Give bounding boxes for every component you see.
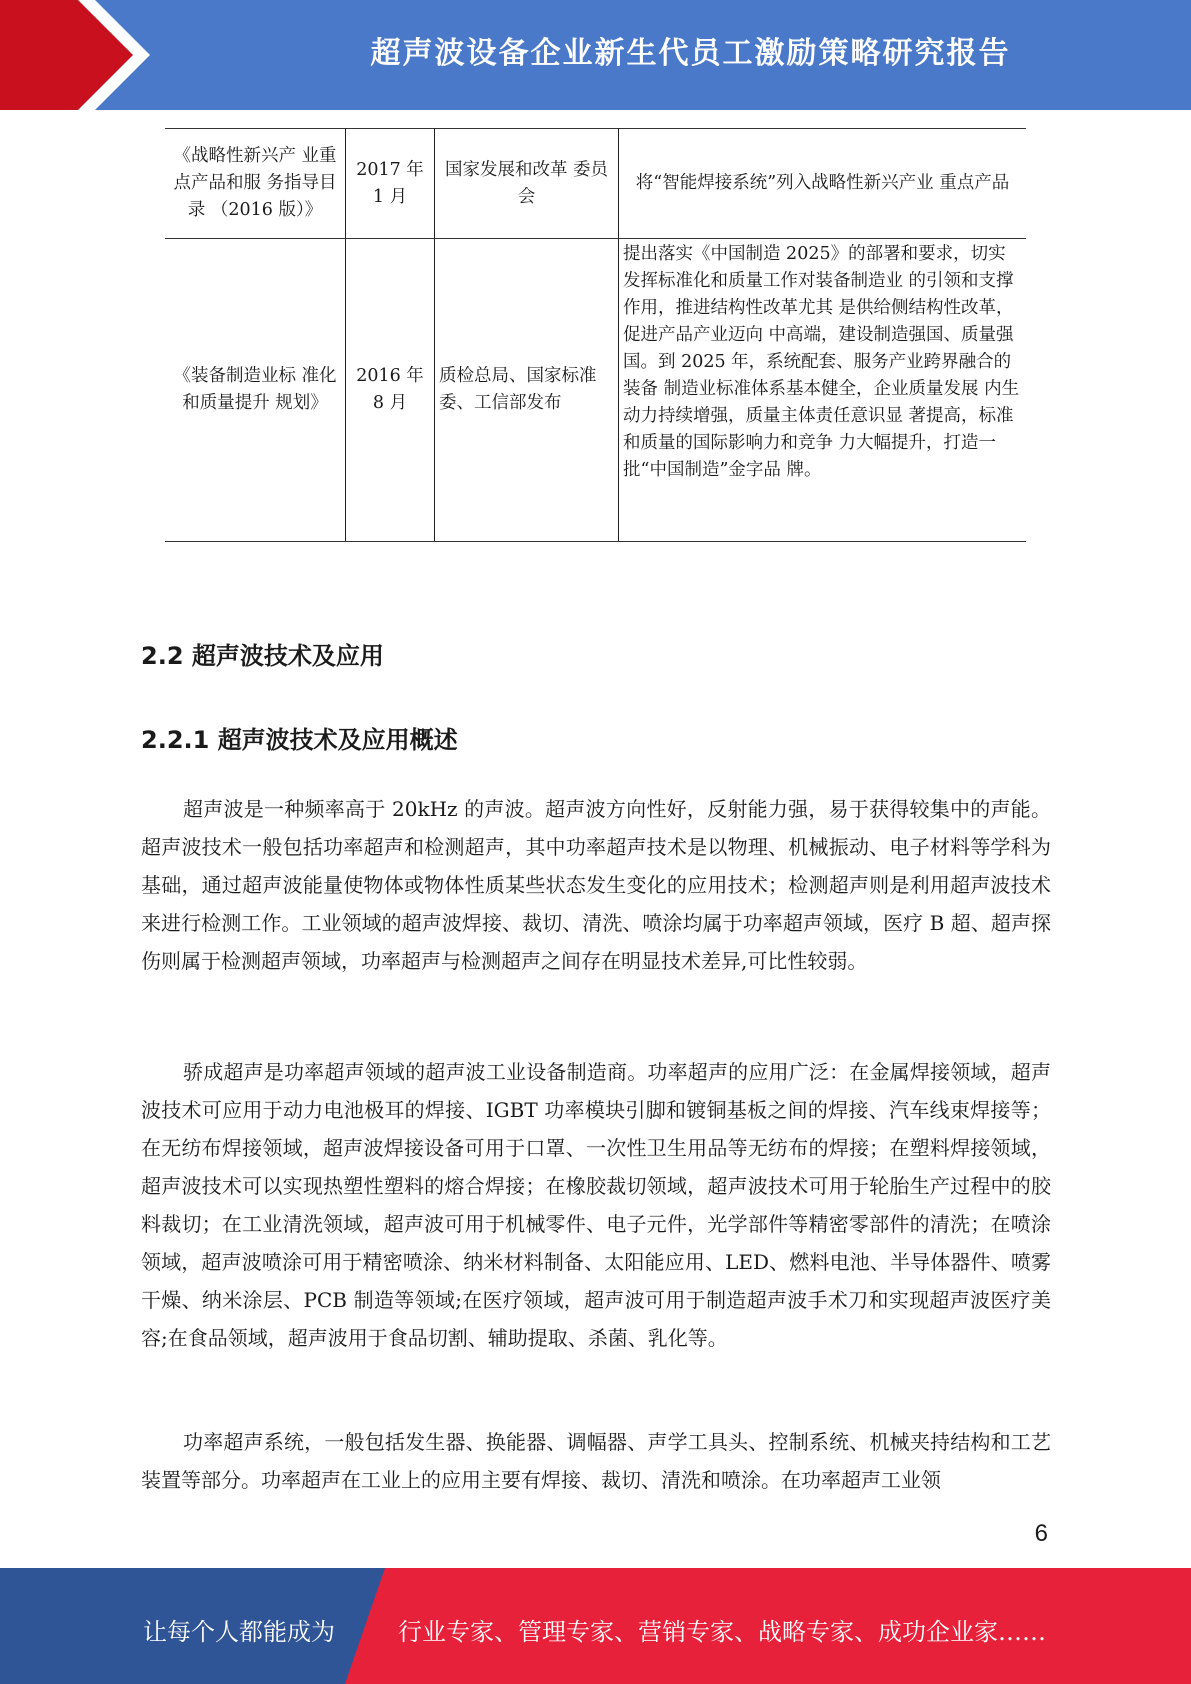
body-paragraph: 功率超声系统，一般包括发生器、换能器、调幅器、声学工具头、控制系统、机械夹持结构和工艺装置等部分。功率超声在工业上的应用主要有焊接、裁切、清洗和喷涂。在功率超声工业领	[141, 1430, 1051, 1492]
policy-table	[165, 128, 1026, 542]
page-number: 6	[1034, 1520, 1048, 1547]
header-title: 超声波设备企业新生代员工激励策略研究报告	[370, 36, 1011, 71]
policy-issuer-cell: 国家发展和改革 委员会	[435, 129, 619, 239]
policy-name-cell: 《装备制造业标 准化和质量提升 规划》	[165, 239, 346, 542]
policy-date-cell: 2017 年 1 月	[346, 129, 435, 239]
policy-issuer-cell: 质检总局、国家标准委、工信部发布	[435, 239, 619, 542]
footer-slogan-right: 行业专家、管理专家、营销专家、战略专家、成功企业家……	[398, 1618, 1046, 1646]
policy-content-cell: 提出落实《中国制造 2025》的部署和要求，切实发挥标准化和质量工作对装备制造业 的引领和支撑作用，推进结构性改革尤其 是供给侧结构性改革，促进产品产业迈向 中高端，建设制造强国、质量强国。到 2025 年，系统配套、服务产业跨界融合的装备 制造业标准体系基本健全，企业质量发展 内生动力持续增强，质量主体责任意识显 著提高，标准和质量的国际影响力和竞争 力大幅提升，打造一批“中国制造”金字品 牌。	[619, 239, 1027, 542]
policy-name-cell: 《战略性新兴产 业重点产品和服 务指导目录 （2016 版）》	[165, 129, 346, 239]
policy-content-cell: 将“智能焊接系统”列入战略性新兴产业 重点产品	[619, 129, 1027, 239]
table-row	[165, 239, 1026, 542]
footer-slogan-left: 让每个人都能成为	[143, 1618, 335, 1646]
policy-date-cell: 2016 年 8 月	[346, 239, 435, 542]
body-paragraph: 骄成超声是功率超声领域的超声波工业设备制造商。功率超声的应用广泛：在金属焊接领域，超声波技术可应用于动力电池极耳的焊接、IGBT 功率模块引脚和镀铜基板之间的焊接、汽车线束焊接等；在无纺布焊接领域，超声波焊接设备可用于口罩、一次性卫生用品等无纺布的焊接；在塑料焊接领域，超声波技术可以实现热塑性塑料的熔合焊接；在橡胶裁切领域，超声波技术可用于轮胎生产过程中的胶料裁切；在工业清洗领域，超声波可用于机械零件、电子元件，光学部件等精密零部件的清洗；在喷涂领域，超声波喷涂可用于精密喷涂、纳米材料制备、太阳能应用、LED、燃料电池、半导体器件、喷雾干燥、纳米涂层、PCB 制造等领域;在医疗领域，超声波可用于制造超声波手术刀和实现超声波医疗美容;在食品领域，超声波用于食品切割、辅助提取、杀菌、乳化等。	[141, 1060, 1051, 1350]
table-row	[165, 129, 1026, 239]
subsection-heading: 2.2.1 超声波技术及应用概述	[141, 726, 458, 754]
page-header	[0, 0, 1191, 110]
section-heading: 2.2 超声波技术及应用	[141, 642, 384, 670]
page-footer	[0, 1568, 1191, 1684]
body-paragraph: 超声波是一种频率高于 20kHz 的声波。超声波方向性好，反射能力强，易于获得较集中的声能。超声波技术一般包括功率超声和检测超声，其中功率超声技术是以物理、机械振动、电子材料等学科为基础，通过超声波能量使物体或物体性质某些状态发生变化的应用技术；检测超声则是利用超声波技术来进行检测工作。工业领域的超声波焊接、裁切、清洗、喷涂均属于功率超声领域，医疗 B 超、超声探伤则属于检测超声领域，功率超声与检测超声之间存在明显技术差异,可比性较弱。	[141, 797, 1051, 973]
